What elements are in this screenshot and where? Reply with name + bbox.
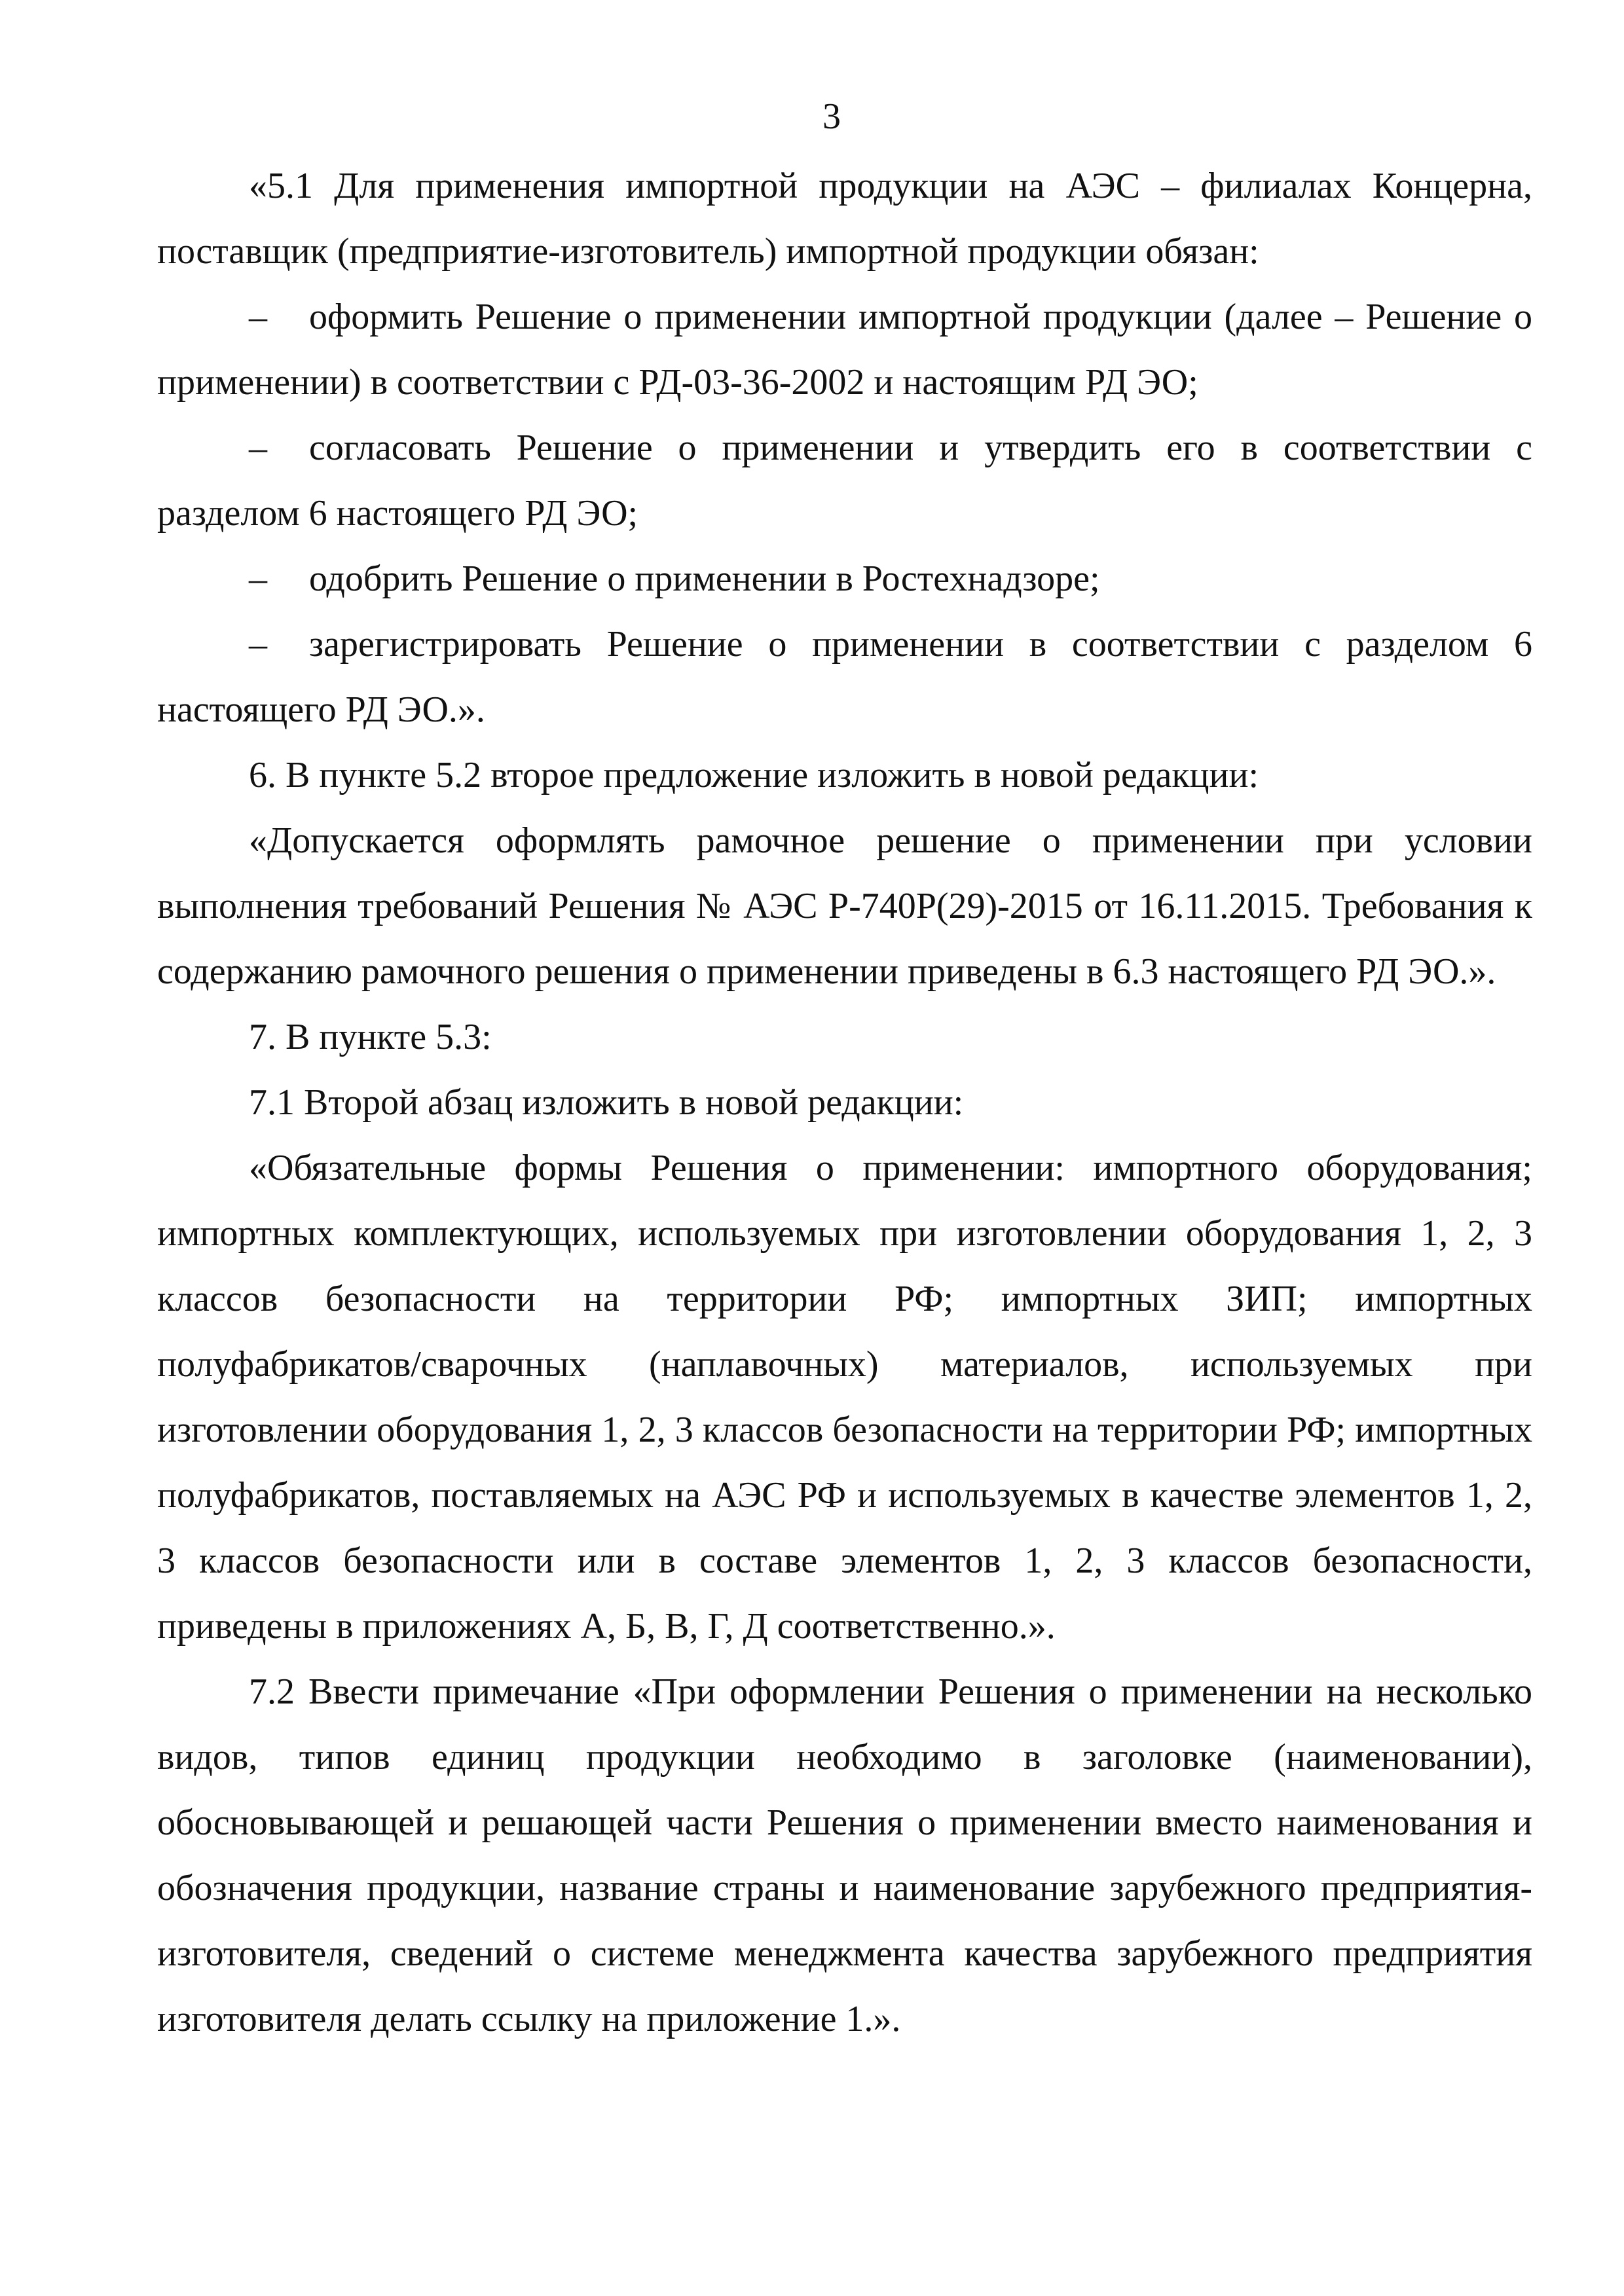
paragraph-item-7-1-quote [157,1135,1532,1659]
dash-marker: – [249,624,267,665]
list-item-endorse-decision [157,546,1532,611]
list-item-register-decision [157,611,1532,742]
list-item-text: одобрить Решение о применении в Ростехнадзоре; [309,558,1100,599]
paragraph-item-6-quote [157,808,1532,1004]
dash-marker: – [249,297,267,337]
list-item-text: зарегистрировать Решение о применении в соответствии с разделом 6 настоящего РД ЭО.». [157,624,1532,730]
paragraph-item-7-1 [157,1070,1532,1135]
paragraph-item-7 [157,1004,1532,1070]
list-item-text: согласовать Решение о применении и утвердить его в соответствии с разделом 6 настоящего РД ЭО; [157,428,1532,534]
document-body [157,153,1532,2052]
paragraph-text: «Допускается оформлять рамочное решение о применении при условии выполнения требований Решения № АЭС Р-740Р(29)-2015 от 16.11.2015. Требования к содержанию рамочного решения о применении приведены в 6.3 настоящего РД ЭО.». [157,820,1532,992]
list-item-text: оформить Решение о применении импортной продукции (далее – Решение о применении) в соответствии с РД-03-36-2002 и настоящим РД ЭО; [157,297,1532,403]
list-item-issue-decision [157,284,1532,415]
paragraph-item-7-2 [157,1659,1532,2052]
paragraph-text: 7.2 Ввести примечание «При оформлении Решения о применении на несколько видов, типов единиц продукции необходимо в заголовке (наименовании), обосновывающей и решающей части Решения о применении вместо наименования и обозначения продукции, название страны и наименование зарубежного предприятия-изготовителя, сведений о системе менеджмента качества зарубежного предприятия изготовителя делать ссылку на приложение 1.». [157,1671,1532,2039]
dash-marker: – [249,428,267,468]
list-item-approve-decision [157,415,1532,546]
paragraph-5-1-intro [157,153,1532,284]
dash-marker: – [249,558,267,599]
paragraph-text: 7.1 Второй абзац изложить в новой редакции: [249,1082,964,1123]
paragraph-item-6 [157,742,1532,808]
paragraph-text: «5.1 Для применения импортной продукции на АЭС – филиалах Концерна, поставщик (предприятие-изготовитель) импортной продукции обязан: [157,166,1532,272]
paragraph-text: 6. В пункте 5.2 второе предложение изложить в новой редакции: [249,755,1259,795]
page-number: 3 [822,96,841,137]
paragraph-text: «Обязательные формы Решения о применении: импортного оборудования; импортных комплектующих, используемых при изготовлении оборудования 1, 2, 3 классов безопасности на территории РФ; импортных ЗИП; импортных полуфабрикатов/сварочных (наплавочных) материалов, используемых при изготовлении оборудования 1, 2, 3 классов безопасности на территории РФ; импортных полуфабрикатов, поставляемых на АЭС РФ и используемых в качестве элементов 1, 2, 3 классов безопасности или в составе элементов 1, 2, 3 классов безопасности, приведены в приложениях А, Б, В, Г, Д соответственно.». [157,1148,1532,1647]
paragraph-text: 7. В пункте 5.3: [249,1017,492,1057]
